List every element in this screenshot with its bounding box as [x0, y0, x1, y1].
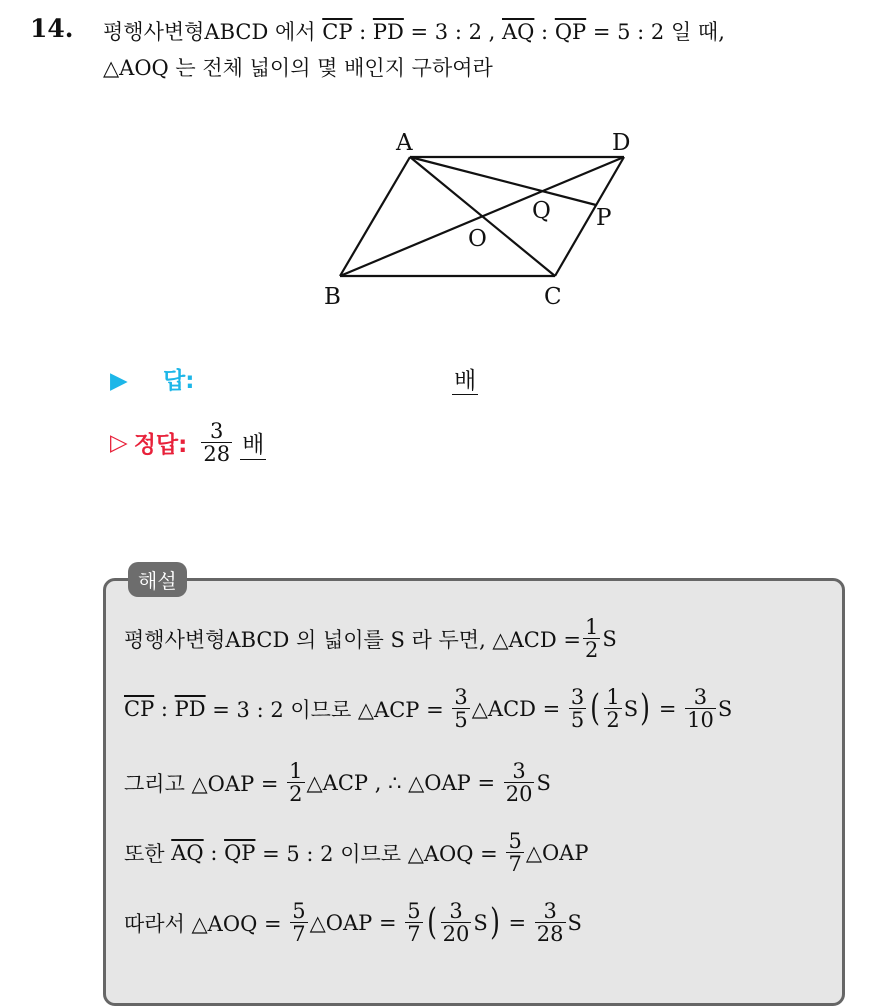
fraction: [506, 830, 523, 875]
segment-qp: $\overline{QP}$: [224, 840, 256, 865]
segment-cp: $\overline{CP}$: [124, 696, 155, 721]
sol-text: = 3 : 2 이므로 △ACP =: [205, 697, 451, 722]
num: 3: [693, 685, 708, 709]
sol-text: S: [536, 770, 551, 795]
label-o: O: [468, 226, 487, 252]
paren-right: ): [640, 687, 651, 729]
segment-pd: $\overline{PD}$: [174, 696, 206, 721]
fraction-denominator: 28: [203, 442, 231, 467]
sol-text: 그리고 △OAP =: [124, 771, 286, 796]
answer-unit: 배: [454, 368, 477, 394]
colon: :: [203, 840, 225, 865]
correct-answer-row: [110, 420, 266, 465]
paren-left: (: [590, 687, 601, 729]
fraction: [452, 686, 469, 731]
den: 5: [570, 708, 585, 733]
sol-text: S: [717, 696, 733, 721]
sol-text: S: [567, 910, 582, 935]
den: 28: [536, 922, 564, 947]
segment-aq: $\overline{AQ}$: [501, 20, 535, 44]
ratio-text: = 3 : 2 ,: [403, 20, 502, 44]
segment-aq: $\overline{AQ}$: [171, 840, 204, 865]
sol-text: △OAP =: [309, 910, 404, 935]
label-d: D: [612, 130, 631, 156]
solution-line-5: [124, 900, 582, 945]
label-q: Q: [532, 198, 551, 224]
correct-fraction: [201, 420, 232, 465]
num: 5: [508, 829, 522, 853]
fraction: [535, 900, 566, 945]
num: 3: [570, 685, 585, 709]
solution-line-2: [124, 686, 732, 731]
solution-line-3: [124, 760, 551, 805]
den: 7: [407, 922, 421, 947]
num: 3: [512, 759, 526, 783]
question-text: 평행사변형ABCD 에서: [103, 20, 323, 44]
num: 1: [606, 685, 620, 709]
paren-left: (: [426, 901, 437, 943]
correct-unit: 배: [240, 426, 266, 460]
answer-arrow-icon: ▶: [110, 368, 128, 394]
sol-text: 따라서 △AOQ =: [124, 911, 289, 936]
sol-text: △ACD =: [471, 696, 567, 721]
paren-right: ): [489, 901, 500, 943]
fraction: [685, 686, 716, 731]
fraction: [287, 760, 304, 805]
sol-text: =: [652, 696, 684, 721]
den: 7: [292, 922, 306, 947]
num: 3: [454, 685, 468, 709]
num: 1: [289, 759, 303, 783]
correct-arrow-icon: ▷: [110, 429, 128, 456]
fraction: [405, 900, 422, 945]
correct-label: 정답:: [133, 432, 188, 459]
fraction: [569, 686, 586, 731]
fraction: [290, 900, 307, 945]
num: 1: [584, 615, 599, 639]
den: 7: [508, 852, 522, 877]
solution-line-4: [124, 830, 588, 875]
den: 10: [687, 708, 714, 733]
solution-line-1: [124, 616, 617, 661]
sol-text: =: [501, 910, 533, 935]
edge-dc: [555, 157, 624, 276]
sol-text: 평행사변형ABCD 의 넓이를 S 라 두면, △ACD =: [124, 627, 581, 652]
segment-qp: $\overline{QP}$: [554, 20, 587, 44]
question-line-1: [103, 16, 725, 46]
answer-input[interactable]: [452, 362, 478, 395]
den: 2: [584, 638, 599, 663]
colon: :: [352, 20, 373, 44]
colon: :: [534, 20, 555, 44]
label-c: C: [544, 284, 562, 310]
label-p: P: [596, 205, 612, 231]
edge-ba: [340, 157, 410, 276]
label-b: B: [324, 284, 341, 310]
den: 5: [454, 708, 468, 733]
segment-pd: $\overline{PD}$: [372, 20, 404, 44]
solution-tag: 해설: [128, 562, 187, 597]
sol-text: △OAP: [525, 840, 589, 865]
fraction: [583, 616, 600, 661]
sol-text: S: [473, 910, 488, 935]
label-a: A: [396, 130, 413, 156]
num: 5: [292, 899, 306, 923]
den: 20: [505, 782, 533, 807]
answer-label: 답:: [163, 368, 195, 394]
question-line-2: △AOQ 는 전체 넓이의 몇 배인지 구하여라: [103, 56, 493, 80]
den: 2: [606, 708, 620, 733]
segment-cp: $\overline{CP}$: [322, 20, 353, 44]
fraction: [441, 900, 472, 945]
colon: :: [154, 696, 175, 721]
question-number: 14.: [30, 14, 74, 43]
den: 2: [289, 782, 303, 807]
sol-text: △ACP , ∴ △OAP =: [306, 770, 502, 795]
fraction: [604, 686, 621, 731]
num: 3: [543, 899, 557, 923]
parallelogram-figure: [300, 120, 660, 320]
sol-text: 또한: [124, 841, 172, 866]
num: 3: [449, 899, 463, 923]
sol-text: = 5 : 2 이므로 △AOQ =: [255, 841, 505, 866]
sol-text: S: [602, 626, 617, 651]
den: 20: [442, 922, 470, 947]
answer-row: [110, 362, 194, 395]
ratio-text: = 5 : 2 일 때,: [586, 20, 725, 44]
sol-text: S: [623, 696, 639, 721]
num: 5: [407, 899, 421, 923]
fraction-numerator: 3: [210, 419, 224, 443]
fraction: [504, 760, 535, 805]
